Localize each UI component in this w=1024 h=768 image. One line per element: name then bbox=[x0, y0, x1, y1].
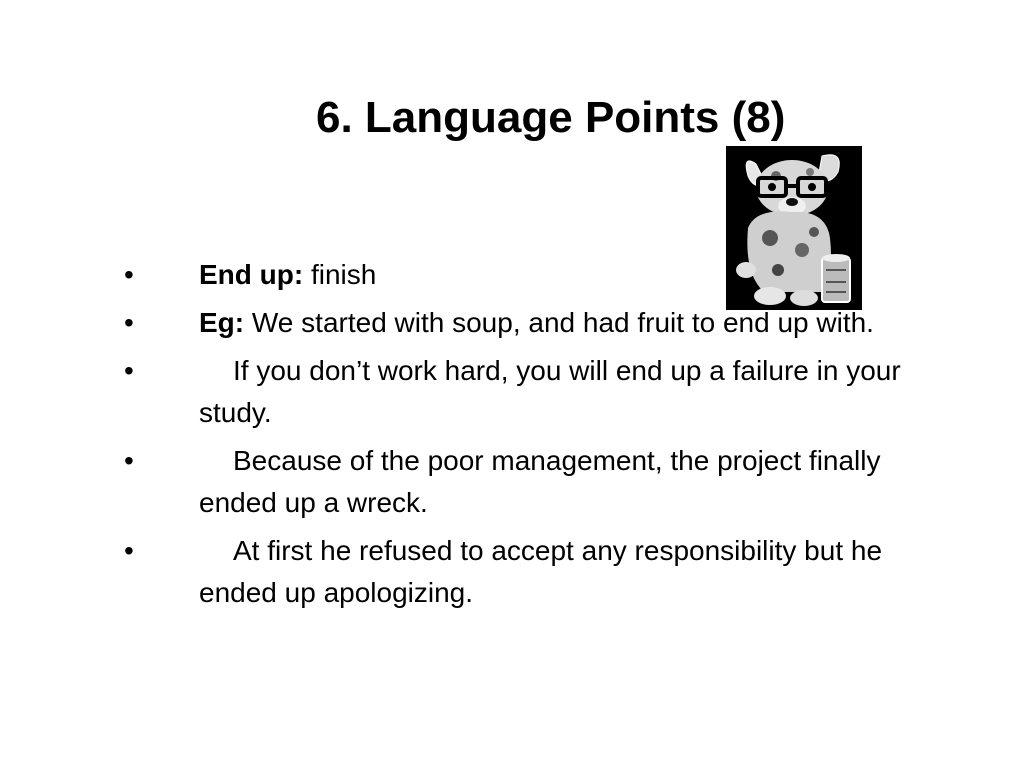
list-item bbox=[124, 440, 904, 524]
item-text: At first he refused to accept any responsibility but he ended up apologizing. bbox=[199, 535, 883, 608]
bullet-list bbox=[124, 254, 904, 620]
bullet-mark: • bbox=[124, 445, 134, 476]
term-label: End up: bbox=[199, 259, 304, 290]
bullet-mark: • bbox=[124, 307, 134, 338]
item-text: finish bbox=[303, 259, 377, 290]
item-text: If you don’t work hard, you will end up a failure in your study. bbox=[199, 355, 901, 428]
list-item bbox=[124, 530, 904, 614]
bullet-mark: • bbox=[124, 535, 134, 566]
list-item bbox=[124, 302, 904, 344]
list-item bbox=[124, 350, 904, 434]
slide-title: 6. Language Points (8) bbox=[316, 93, 786, 142]
item-text: Because of the poor management, the project finally ended up a wreck. bbox=[199, 445, 881, 518]
item-text: We started with soup, and had fruit to end up with. bbox=[244, 307, 874, 338]
bullet-mark: • bbox=[124, 355, 134, 386]
bullet-mark: • bbox=[124, 259, 134, 290]
example-label: Eg: bbox=[199, 307, 245, 338]
list-item bbox=[124, 254, 904, 296]
